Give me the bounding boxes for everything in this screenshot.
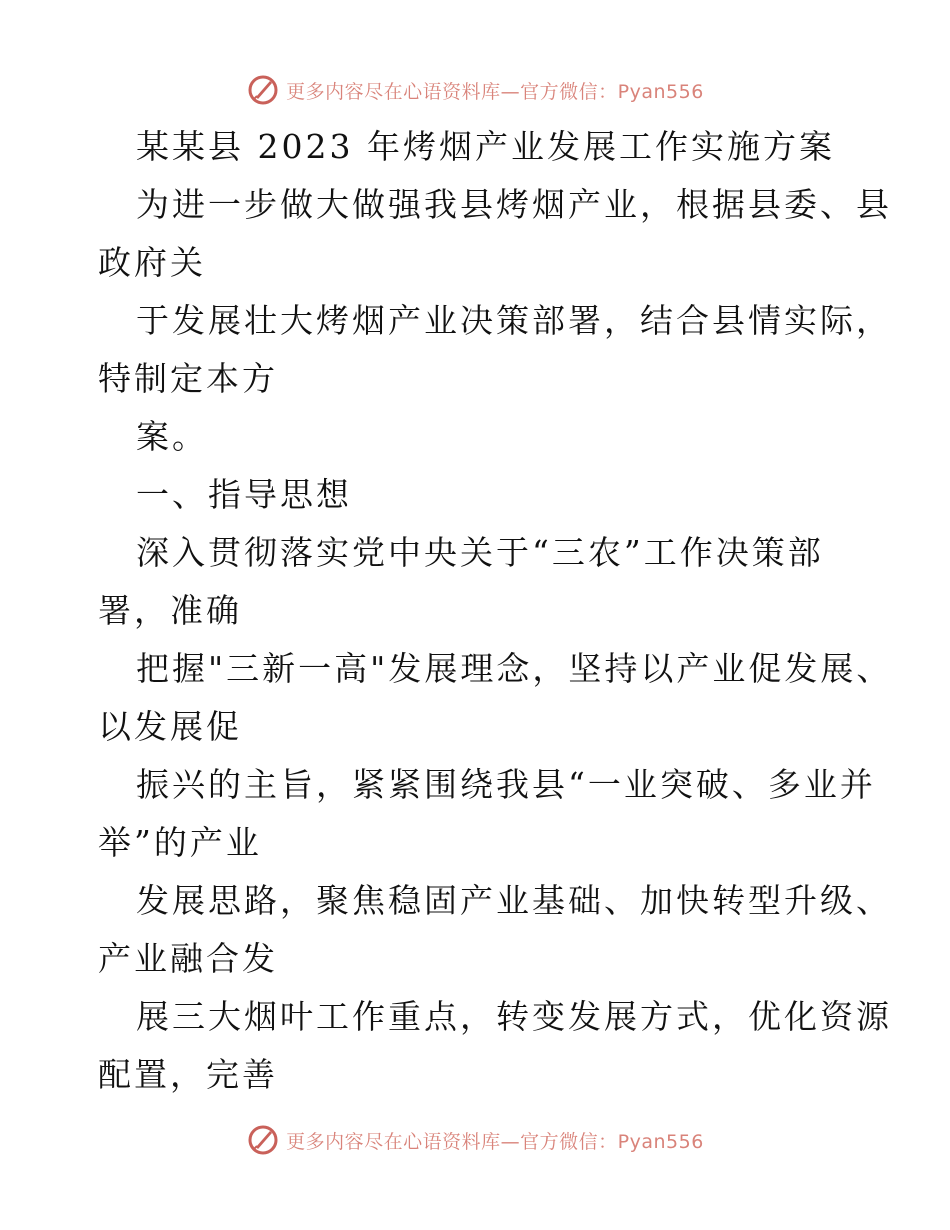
- text-line: 以发展促: [98, 707, 242, 746]
- text-line: 发展思路，聚焦稳固产业基础、加快转型升级、: [136, 881, 892, 920]
- text-line: 案。: [136, 417, 208, 456]
- text-line: 一、指导思想: [136, 475, 352, 514]
- text-line: 举”的产业: [98, 823, 262, 862]
- feather-pen-circle-icon: [246, 73, 280, 107]
- text-line: 政府关: [98, 243, 206, 282]
- text-line: 某某县 2023 年烤烟产业发展工作实施方案: [136, 127, 835, 166]
- watermark-text: 更多内容尽在心语资料库—官方微信：Pyan556: [286, 1130, 704, 1153]
- feather-pen-circle-icon: [246, 1123, 280, 1157]
- text-line: 特制定本方: [98, 359, 278, 398]
- text-line: 振兴的主旨，紧紧围绕我县“一业突破、多业并: [136, 765, 876, 804]
- watermark-text: 更多内容尽在心语资料库—官方微信：Pyan556: [286, 80, 704, 103]
- text-line: 深入贯彻落实党中央关于“三农”工作决策部: [136, 533, 824, 572]
- text-line: 配置，完善: [98, 1055, 278, 1094]
- text-line: 产业融合发: [98, 939, 278, 978]
- text-line: 把握"三新一高"发展理念，坚持以产业促发展、: [136, 649, 893, 688]
- document-body: [98, 118, 893, 1104]
- text-line: 为进一步做大做强我县烤烟产业，根据县委、县: [136, 185, 892, 224]
- watermark-footer: [0, 1120, 950, 1160]
- text-line: 于发展壮大烤烟产业决策部署，结合县情实际，: [136, 301, 892, 340]
- text-line: 展三大烟叶工作重点，转变发展方式，优化资源: [136, 997, 892, 1036]
- watermark-header: [0, 70, 950, 110]
- text-line: 署，准确: [98, 591, 242, 630]
